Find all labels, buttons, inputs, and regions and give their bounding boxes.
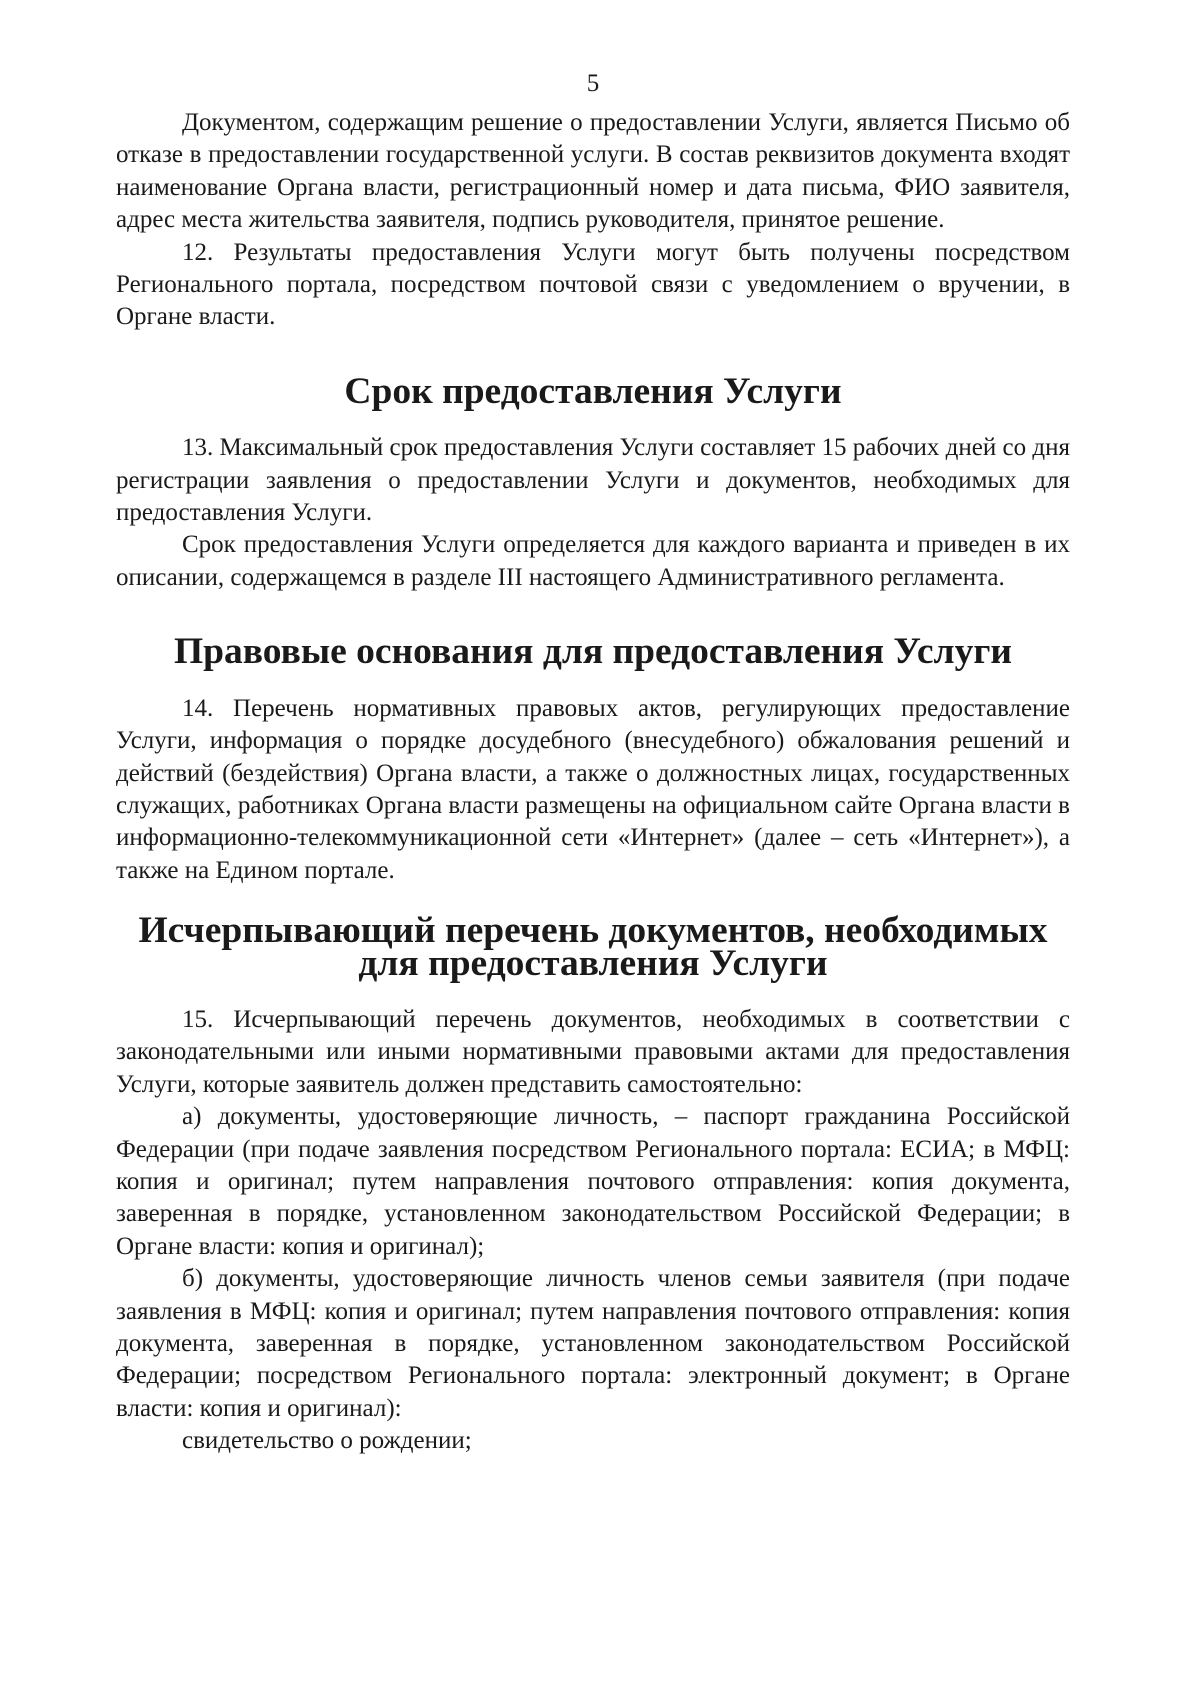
paragraph-14-legal-acts: 14. Перечень нормативных правовых актов, регулирующих предоставление Услуги, информация о порядке досудебного (внесудебного) обжалования решений и действий (бездействия) Органа власти, а также о должностных лицах, государственных служащих, работниках Органа власти размещены на официальном сайте Органа власти в информационно-телекоммуникационной сети «Интернет» (далее – сеть «Интернет»), а также на Едином портале. xyxy=(116,694,1070,884)
heading-service-term: Срок предоставления Услуги xyxy=(344,370,842,412)
paragraph-12-results: 12. Результаты предоставления Услуги могут быть получены посредством Регионального портала, посредством почтовой связи с уведомлением о вручении, в Органе власти. xyxy=(116,238,1070,331)
heading-required-documents: Исчерпывающий перечень документов, необходимых для предоставления Услуги xyxy=(138,910,1048,984)
list-item-birth-certificate: свидетельство о рождении; xyxy=(182,1427,472,1455)
list-item-b-family-documents: б) документы, удостоверяющие личность членов семьи заявителя (при подаче заявления в МФЦ: копия и оригинал; путем направления почтового отправления: копия документа, заверенная в порядке, установленном законодательством Российской Федерации; посредством Регионального портала: электронный документ; в Органе власти: копия и оригинал): xyxy=(116,1265,1070,1422)
paragraph-15-documents-list: 15. Исчерпывающий перечень документов, необходимых в соответствии с законодательными или иными нормативными правовыми актами для предоставления Услуги, которые заявитель должен представить самостоятельно: xyxy=(116,1005,1070,1098)
paragraph-decision-document: Документом, содержащим решение о предоставлении Услуги, является Письмо об отказе в предоставлении государственной услуги. В состав реквизитов документа входят наименование Органа власти, регистрационный номер и дата письма, ФИО заявителя, адрес места жительства заявителя, подпись руководителя, принятое решение. xyxy=(116,109,1070,234)
list-item-a-identity-documents: а) документы, удостоверяющие личность, – паспорт гражданина Российской Федерации (при подаче заявления посредством Регионального портала: ЕСИА; в МФЦ: копия и оригинал; путем направления почтового отправления: копия документа, заверенная в порядке, установленном законодательством Российской Федерации; в Органе власти: копия и оригинал); xyxy=(116,1103,1070,1260)
paragraph-13-max-term: 13. Максимальный срок предоставления Услуги составляет 15 рабочих дней со дня регистрации заявления о предоставлении Услуги и документов, необходимых для предоставления Услуги. xyxy=(116,434,1070,527)
document-page xyxy=(116,68,1070,1458)
heading-legal-basis: Правовые основания для предоставления Услуги xyxy=(174,631,1012,673)
paragraph-term-per-variant: Срок предоставления Услуги определяется для каждого варианта и приведен в их описании, содержащемся в разделе III настоящего Административного регламента. xyxy=(116,531,1070,591)
page-number: 5 xyxy=(586,70,600,97)
